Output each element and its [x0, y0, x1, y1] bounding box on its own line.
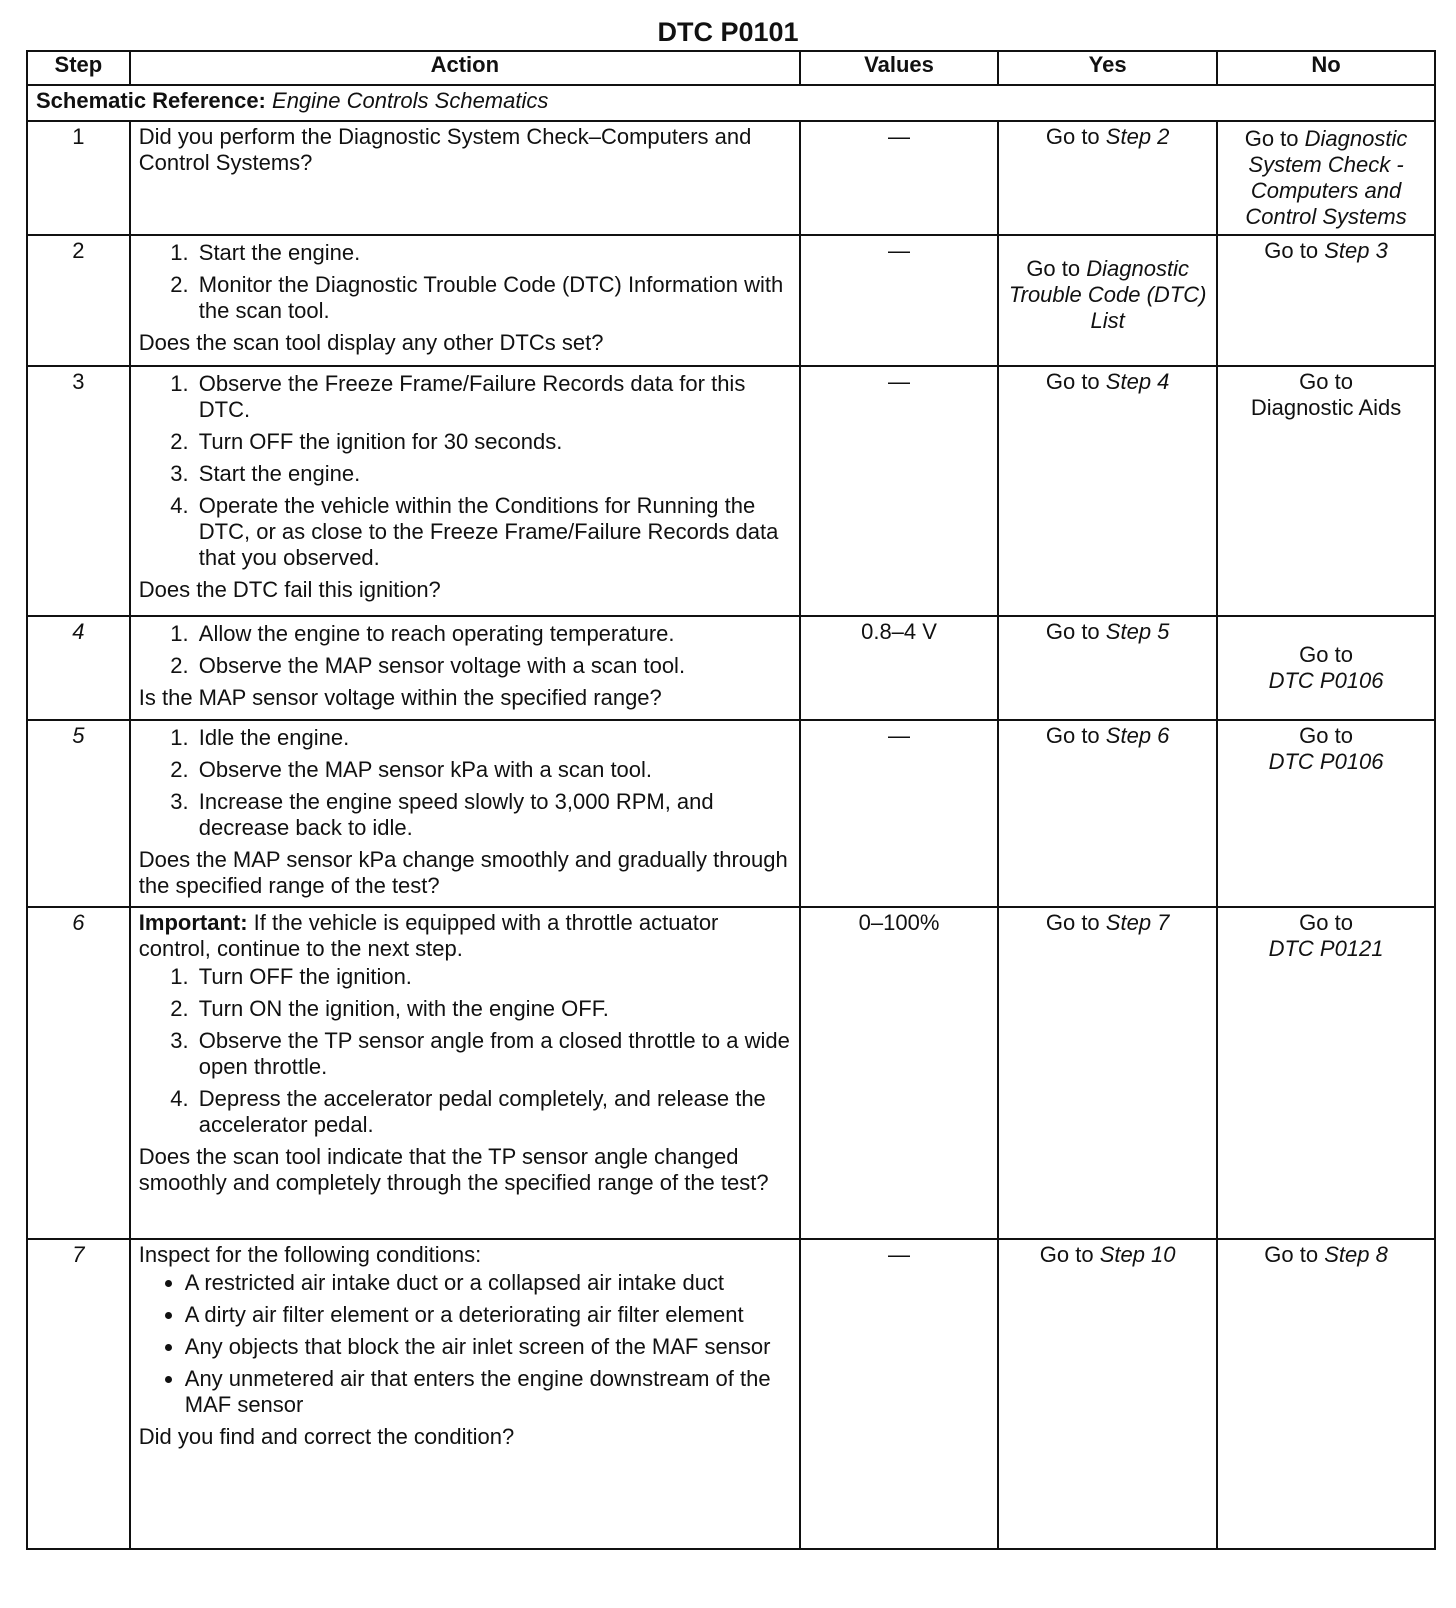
step-number: 3	[27, 366, 130, 616]
no-cell	[1217, 907, 1435, 1239]
no-cell	[1217, 616, 1435, 720]
schematic-label: Schematic Reference:	[36, 88, 266, 113]
condition-item: • Any objects that block the air inlet screen of the MAF sensor	[185, 1334, 791, 1360]
yes-link[interactable]: Step 5	[1105, 619, 1170, 644]
yes-link[interactable]: Step 6	[1105, 723, 1170, 748]
step-number: 4	[27, 616, 130, 720]
action-step: 2. Monitor the Diagnostic Trouble Code (DTC) Information with the scan tool.	[195, 272, 791, 324]
yes-cell	[998, 907, 1217, 1239]
no-prefix: Go to	[1299, 642, 1353, 667]
yes-link[interactable]: Step 10	[1099, 1242, 1176, 1267]
header-action: Action	[130, 51, 800, 85]
header-step: Step	[27, 51, 130, 85]
important-note	[139, 910, 791, 962]
yes-link[interactable]: Step 4	[1105, 369, 1170, 394]
action-question: Does the DTC fail this ignition?	[138, 577, 441, 602]
no-prefix: Go to	[1299, 369, 1353, 394]
action-question: Is the MAP sensor voltage within the specified range?	[138, 685, 662, 710]
action-question: Does the scan tool indicate that the TP sensor angle changed smoothly and completely through the specified range of the test?	[138, 1144, 769, 1195]
important-label: Important:	[138, 910, 248, 935]
action-step: 2. Turn ON the ignition, with the engine OFF.	[195, 996, 791, 1022]
action-step: 3. Start the engine.	[195, 461, 791, 487]
yes-prefix: Go to	[1026, 256, 1081, 281]
schematic-row	[27, 85, 1435, 121]
no-link[interactable]: Step 3	[1324, 238, 1388, 263]
yes-cell	[998, 616, 1217, 720]
action-cell	[130, 720, 800, 907]
action-cell	[130, 616, 800, 720]
no-link[interactable]: Diagnostic Aids	[1250, 395, 1402, 420]
yes-link[interactable]: Step 7	[1105, 910, 1170, 935]
action-steps	[139, 240, 791, 324]
yes-prefix: Go to	[1045, 723, 1100, 748]
no-prefix: Go to	[1299, 910, 1353, 935]
values-cell: —	[800, 235, 998, 366]
values-cell: —	[800, 720, 998, 907]
values-cell: 0.8–4 V	[800, 616, 998, 720]
action-steps	[139, 725, 791, 841]
schematic-link[interactable]: Engine Controls Schematics	[272, 88, 549, 113]
no-cell	[1217, 235, 1435, 366]
action-intro: Inspect for the following conditions:	[138, 1242, 482, 1267]
action-step: 3. Observe the TP sensor angle from a closed throttle to a wide open throttle.	[195, 1028, 791, 1080]
no-link[interactable]: DTC P0106	[1268, 749, 1384, 774]
table-row	[27, 616, 1435, 720]
step-number: 1	[27, 121, 130, 235]
table-row	[27, 1239, 1435, 1549]
no-prefix: Go to	[1264, 238, 1319, 263]
important-text: If the vehicle is equipped with a throttle actuator control, continue to the next step.	[138, 910, 719, 961]
action-cell	[130, 121, 800, 235]
condition-item: • Any unmetered air that enters the engine downstream of the MAF sensor	[185, 1366, 791, 1418]
values-cell: —	[800, 366, 998, 616]
action-step: 1. Start the engine.	[195, 240, 791, 266]
action-cell	[130, 1239, 800, 1549]
no-link[interactable]: Step 8	[1324, 1242, 1388, 1267]
condition-item: • A restricted air intake duct or a collapsed air intake duct	[185, 1270, 791, 1296]
table-row	[27, 907, 1435, 1239]
yes-link[interactable]: Step 2	[1105, 124, 1170, 149]
yes-cell	[998, 366, 1217, 616]
action-step: 1. Turn OFF the ignition.	[195, 964, 791, 990]
yes-prefix: Go to	[1045, 124, 1100, 149]
action-steps	[139, 621, 791, 679]
no-cell	[1217, 366, 1435, 616]
action-question: Did you find and correct the condition?	[138, 1424, 515, 1449]
action-question: Does the MAP sensor kPa change smoothly and gradually through the specified range of the test?	[138, 847, 788, 898]
table-row	[27, 235, 1435, 366]
yes-cell	[998, 720, 1217, 907]
yes-prefix: Go to	[1045, 369, 1100, 394]
action-step: 3. Increase the engine speed slowly to 3,000 RPM, and decrease back to idle.	[195, 789, 791, 841]
action-step: 4. Depress the accelerator pedal completely, and release the accelerator pedal.	[195, 1086, 791, 1138]
header-no: No	[1217, 51, 1435, 85]
action-step: 2. Turn OFF the ignition for 30 seconds.	[195, 429, 791, 455]
schematic-reference	[27, 85, 1435, 121]
header-yes: Yes	[998, 51, 1217, 85]
action-cell	[130, 235, 800, 366]
step-number: 6	[27, 907, 130, 1239]
no-prefix: Go to	[1244, 126, 1299, 151]
values-cell: 0–100%	[800, 907, 998, 1239]
action-step: 1. Idle the engine.	[195, 725, 791, 751]
values-cell: —	[800, 121, 998, 235]
action-step: 1. Observe the Freeze Frame/Failure Records data for this DTC.	[195, 371, 791, 423]
step-number: 7	[27, 1239, 130, 1549]
header-values: Values	[800, 51, 998, 85]
no-cell	[1217, 720, 1435, 907]
table-row	[27, 121, 1435, 235]
condition-list	[139, 1270, 791, 1418]
no-link[interactable]: DTC P0121	[1268, 936, 1384, 961]
page-title: DTC P0101	[657, 17, 799, 47]
yes-cell	[998, 1239, 1217, 1549]
action-step: 1. Allow the engine to reach operating temperature.	[195, 621, 791, 647]
yes-prefix: Go to	[1045, 910, 1100, 935]
no-link[interactable]: Diagnostic System Check - Computers and Control Systems	[1245, 126, 1408, 229]
no-prefix: Go to	[1299, 723, 1353, 748]
yes-prefix: Go to	[1039, 1242, 1094, 1267]
step-number: 2	[27, 235, 130, 366]
action-steps	[139, 371, 791, 571]
action-question: Did you perform the Diagnostic System Check–Computers and Control Systems?	[138, 124, 752, 175]
values-cell: —	[800, 1239, 998, 1549]
yes-cell	[998, 235, 1217, 366]
yes-prefix: Go to	[1045, 619, 1100, 644]
no-cell	[1217, 1239, 1435, 1549]
step-number: 5	[27, 720, 130, 907]
action-question: Does the scan tool display any other DTCs set?	[138, 330, 604, 355]
no-link[interactable]: DTC P0106	[1268, 668, 1384, 693]
yes-link[interactable]: Diagnostic Trouble Code (DTC) List	[1008, 256, 1207, 333]
action-cell	[130, 907, 800, 1239]
table-row	[27, 720, 1435, 907]
action-step: 2. Observe the MAP sensor voltage with a scan tool.	[195, 653, 791, 679]
dtc-table	[26, 50, 1436, 1550]
action-step: 2. Observe the MAP sensor kPa with a scan tool.	[195, 757, 791, 783]
table-row	[27, 366, 1435, 616]
condition-item: • A dirty air filter element or a deteriorating air filter element	[185, 1302, 791, 1328]
action-cell	[130, 366, 800, 616]
action-step: 4. Operate the vehicle within the Conditions for Running the DTC, or as close to the Freeze Frame/Failure Records data that you observed.	[195, 493, 791, 571]
no-cell	[1217, 121, 1435, 235]
no-prefix: Go to	[1264, 1242, 1319, 1267]
header-row	[27, 51, 1435, 85]
action-steps	[139, 964, 791, 1138]
yes-cell	[998, 121, 1217, 235]
